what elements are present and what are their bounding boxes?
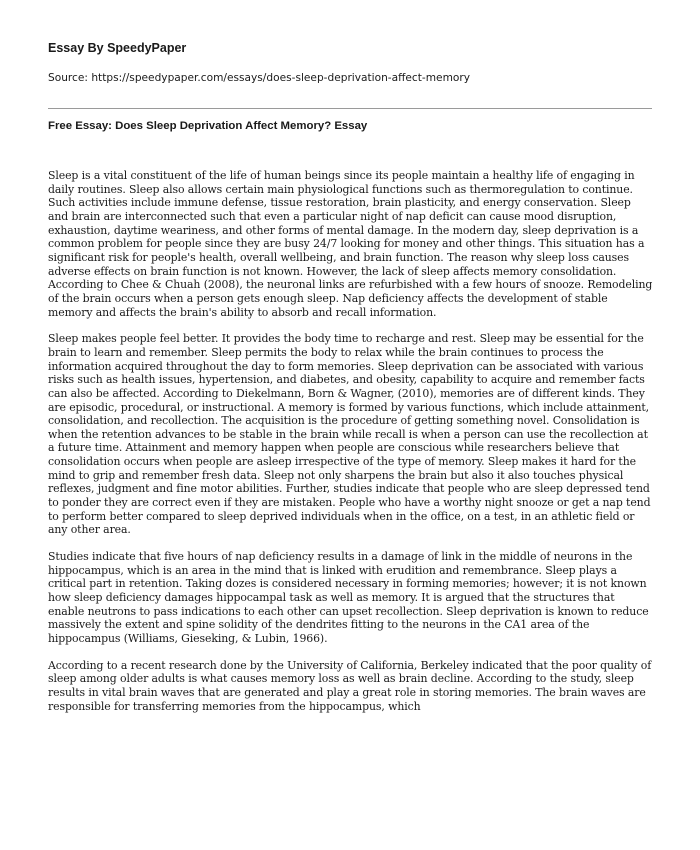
source-line: Source: https://speedypaper.com/essays/does-sleep-deprivation-affect-memory: [48, 72, 471, 84]
paragraph-1: Sleep is a vital constituent of the life of human beings since its people maintain a healthy life of engaging in daily routines. Sleep also allows certain main physiological functions such as thermoregulation to continue. Such activities include immune defense, tissue restoration, brain plasticity, and energy conservation. Sleep and brain are interconnected such that even a particular night of nap deficit can cause mood disruption, exhaustion, daytime weariness, and other forms of mental damage. In the modern day, sleep deprivation is a common problem for people since they are busy 24/7 looking for money and other things. This situation has a significant risk for people's health, overall wellbeing, and brain function. The reason why sleep loss causes adverse effects on brain function is not known. However, the lack of sleep affects memory consolidation. According to Chee & Chuah (2008), the neuronal links are refurbished with a few hours of snooze. Remodeling of the brain occurs when a person gets enough sleep. Nap deficiency affects the development of stable memory and affects the brain's ability to absorb and recall information.: [48, 169, 653, 319]
essay-title: Free Essay: Does Sleep Deprivation Affect Memory? Essay: [48, 120, 368, 132]
paragraph-4: According to a recent research done by the University of California, Berkeley indicated that the poor quality of sleep among older adults is what causes memory loss as well as brain decline. According to the study, sleep results in vital brain waves that are generated and play a great role in storing memories. The brain waves are responsible for transferring memories from the hippocampus, which: [48, 658, 652, 713]
essay-body: [48, 169, 654, 726]
paragraph-3: Studies indicate that five hours of nap deficiency results in a damage of link in the middle of neurons in the hippocampus, which is an area in the mind that is linked with erudition and remembrance. Sleep plays a critical part in retention. Taking dozes is considered necessary in forming memories; however; it is not known how sleep deficiency damages hippocampal task as well as memory. It is argued that the structures that enable neutrons to pass indications to each other can upset recollection. Sleep deprivation is known to reduce massively the extent and spine solidity of the dendrites fitting to the neurons in the CA1 area of the hippocampus (Williams, Gieseking, & Lubin, 1966).: [48, 550, 649, 645]
divider: [48, 108, 652, 109]
paragraph-2: Sleep makes people feel better. It provides the body time to recharge and rest. Sleep may be essential for the brain to learn and remember. Sleep permits the body to relax while the brain continues to process the information acquired throughout the day to form memories. Sleep deprivation can be associated with various risks such as health issues, hypertension, and diabetes, and obesity, capability to acquire and remember facts can also be affected. According to Diekelmann, Born & Wagner, (2010), memories are of different kinds. They are episodic, procedural, or instructional. A memory is formed by various functions, which include attainment, consolidation, and recollection. The acquisition is the procedure of getting something novel. Consolidation is when the retention advances to be stable in the brain while recall is when a person can use the recollection at a future time. Attainment and memory happen when people are conscious while researchers believe that consolidation occurs when people are asleep irrespective of the type of memory. Sleep makes it hard for the mind to grip and remember fresh data. Sleep not only sharpens the brain but also it also touches physical reflexes, judgment and fine motor abilities. Further, studies indicate that people who are sleep depressed tend to ponder they are correct even if they are mistaken. People who have a worthy night snooze or get a nap tend to perform better compared to sleep deprived individuals when in the office, on a test, in an athletic field or any other area.: [48, 332, 651, 537]
brand-title: Essay By SpeedyPaper: [48, 41, 187, 55]
